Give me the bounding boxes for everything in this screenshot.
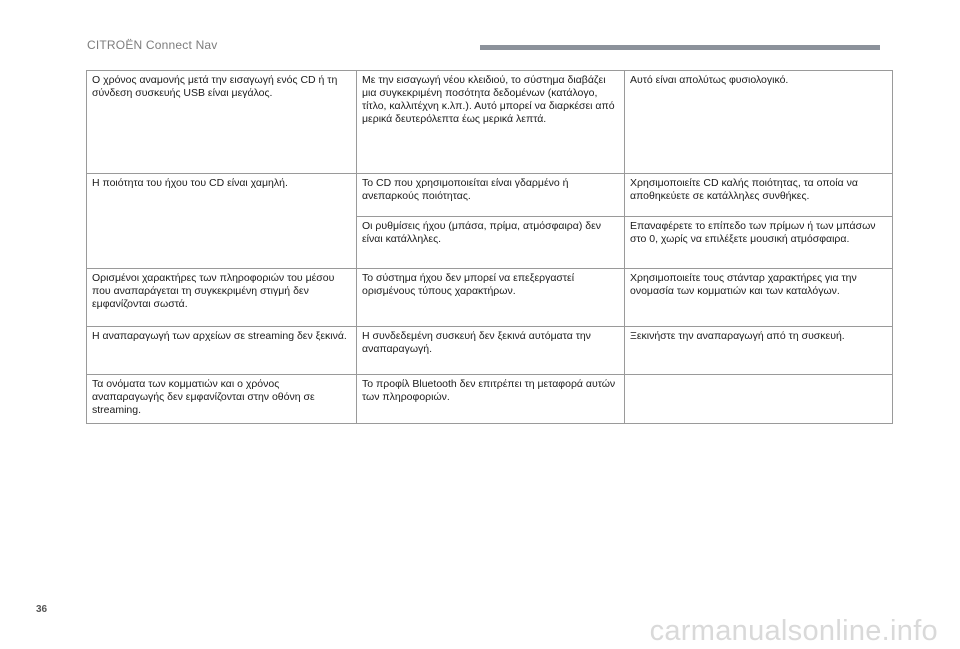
solution-cell: Χρησιμοποιείτε τους στάνταρ χαρακτήρες για την ονομασία των κομματιών και των καταλόγων. <box>625 269 893 327</box>
solution-cell: Αυτό είναι απολύτως φυσιολογικό. <box>625 71 893 174</box>
table-row <box>87 71 893 174</box>
cause-cell: Το προφίλ Bluetooth δεν επιτρέπει τη μεταφορά αυτών των πληροφοριών. <box>357 375 625 424</box>
problem-cell: Η ποιότητα του ήχου του CD είναι χαμηλή. <box>87 174 357 269</box>
cause-cell: Οι ρυθμίσεις ήχου (μπάσα, πρίμα, ατμόσφαιρα) δεν είναι κατάλληλες. <box>357 217 625 269</box>
problem-cell: Η αναπαραγωγή των αρχείων σε streaming δεν ξεκινά. <box>87 327 357 375</box>
problem-cell: Τα ονόματα των κομματιών και ο χρόνος αναπαραγωγής δεν εμφανίζονται στην οθόνη σε streaming. <box>87 375 357 424</box>
cause-cell: Με την εισαγωγή νέου κλειδιού, το σύστημα διαβάζει μια συγκεκριμένη ποσότητα δεδομένων (κατάλογο, τίτλο, καλλιτέχνη κ.λπ.). Αυτό μπορεί να διαρκέσει από μερικά δευτερόλεπτα έως μερικά λεπτά. <box>357 71 625 174</box>
problem-cell: Ο χρόνος αναμονής μετά την εισαγωγή ενός CD ή τη σύνδεση συσκευής USB είναι μεγάλος. <box>87 71 357 174</box>
table-row <box>87 327 893 375</box>
solution-cell: Επαναφέρετε το επίπεδο των πρίμων ή των μπάσων στο 0, χωρίς να επιλέξετε μουσική ατμόσφαιρα. <box>625 217 893 269</box>
cause-cell: Το CD που χρησιμοποιείται είναι γδαρμένο ή ανεπαρκούς ποιότητας. <box>357 174 625 217</box>
header-accent-bar <box>480 45 880 50</box>
solution-cell: Ξεκινήστε την αναπαραγωγή από τη συσκευή. <box>625 327 893 375</box>
table-row <box>87 375 893 424</box>
cause-cell: Το σύστημα ήχου δεν μπορεί να επεξεργαστεί ορισμένους τύπους χαρακτήρων. <box>357 269 625 327</box>
solution-cell <box>625 375 893 424</box>
troubleshooting-table <box>86 70 893 424</box>
problem-cell: Ορισμένοι χαρακτήρες των πληροφοριών του μέσου που αναπαράγεται τη συγκεκριμένη στιγμή δεν εμφανίζονται σωστά. <box>87 269 357 327</box>
table-row <box>87 174 893 217</box>
table-row <box>87 269 893 327</box>
watermark: carmanualsonline.info <box>649 615 938 647</box>
cause-cell: Η συνδεδεμένη συσκευή δεν ξεκινά αυτόματα την αναπαραγωγή. <box>357 327 625 375</box>
page-number: 36 <box>36 604 48 615</box>
document-header-title: CITROËN Connect Nav <box>87 38 218 52</box>
solution-cell: Χρησιμοποιείτε CD καλής ποιότητας, τα οποία να αποθηκεύετε σε κατάλληλες συνθήκες. <box>625 174 893 217</box>
